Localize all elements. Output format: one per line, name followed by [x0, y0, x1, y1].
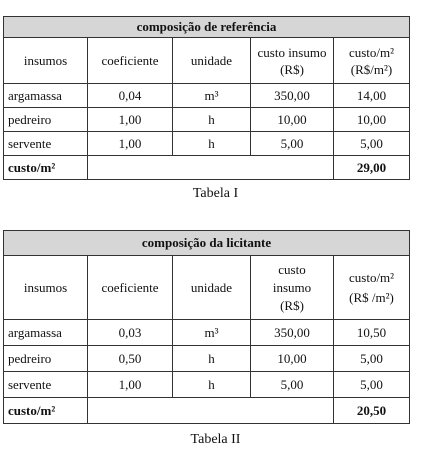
cell-unidade: h: [173, 108, 251, 132]
cell-unidade: h: [173, 132, 251, 156]
cell-custo-insumo: 5,00: [251, 132, 334, 156]
cell-unidade: m³: [173, 320, 251, 346]
cell-coeficiente: 1,00: [88, 132, 173, 156]
cell-custo-m2: 10,00: [334, 108, 410, 132]
cell-unidade: m³: [173, 84, 251, 108]
column-header: custo insumo (R$): [251, 256, 334, 320]
table-row: [4, 346, 410, 372]
column-header: custo insumo (R$): [251, 38, 334, 84]
cell-insumo: argamassa: [4, 320, 88, 346]
cell-insumo: servente: [4, 132, 88, 156]
cell-insumo: argamassa: [4, 84, 88, 108]
cell-insumo: servente: [4, 372, 88, 398]
cell-unidade: h: [173, 346, 251, 372]
total-label: custo/m²: [4, 398, 88, 424]
table-title: composição da licitante: [4, 231, 410, 256]
cell-custo-m2: 10,50: [334, 320, 410, 346]
cell-coeficiente: 1,00: [88, 372, 173, 398]
cell-coeficiente: 0,03: [88, 320, 173, 346]
cell-custo-insumo: 350,00: [251, 84, 334, 108]
cell-custo-m2: 5,00: [334, 132, 410, 156]
cell-coeficiente: 0,50: [88, 346, 173, 372]
total-label: custo/m²: [4, 156, 88, 180]
cell-custo-insumo: 10,00: [251, 346, 334, 372]
cell-insumo: pedreiro: [4, 346, 88, 372]
cell-custo-insumo: 350,00: [251, 320, 334, 346]
column-header: coeficiente: [88, 256, 173, 320]
column-header: insumos: [4, 256, 88, 320]
column-header: insumos: [4, 38, 88, 84]
column-header: custo/m² (R$ /m²): [334, 256, 410, 320]
cell-coeficiente: 0,04: [88, 84, 173, 108]
column-header: unidade: [173, 38, 251, 84]
total-row: [4, 156, 410, 180]
column-header: custo/m² (R$/m²): [334, 38, 410, 84]
total-value: 20,50: [334, 398, 410, 424]
total-row: [4, 398, 410, 424]
column-header: unidade: [173, 256, 251, 320]
cell-custo-m2: 14,00: [334, 84, 410, 108]
total-value: 29,00: [334, 156, 410, 180]
table-row: [4, 320, 410, 346]
table-row: [4, 84, 410, 108]
table-row: [4, 108, 410, 132]
table-row: [4, 372, 410, 398]
cell-coeficiente: 1,00: [88, 108, 173, 132]
bidder-composition-table: [3, 230, 410, 424]
cell-custo-insumo: 10,00: [251, 108, 334, 132]
cell-custo-m2: 5,00: [334, 372, 410, 398]
cell-custo-m2: 5,00: [334, 346, 410, 372]
table-title: composição de referência: [4, 17, 410, 38]
table-caption: Tabela I: [192, 186, 239, 201]
cell-unidade: h: [173, 372, 251, 398]
cell-custo-insumo: 5,00: [251, 372, 334, 398]
column-header: coeficiente: [88, 38, 173, 84]
cell-insumo: pedreiro: [4, 108, 88, 132]
total-spacer: [88, 398, 334, 424]
total-spacer: [88, 156, 334, 180]
reference-composition-table: [3, 16, 410, 180]
table-caption: Tabela II: [190, 432, 241, 447]
table-row: [4, 132, 410, 156]
